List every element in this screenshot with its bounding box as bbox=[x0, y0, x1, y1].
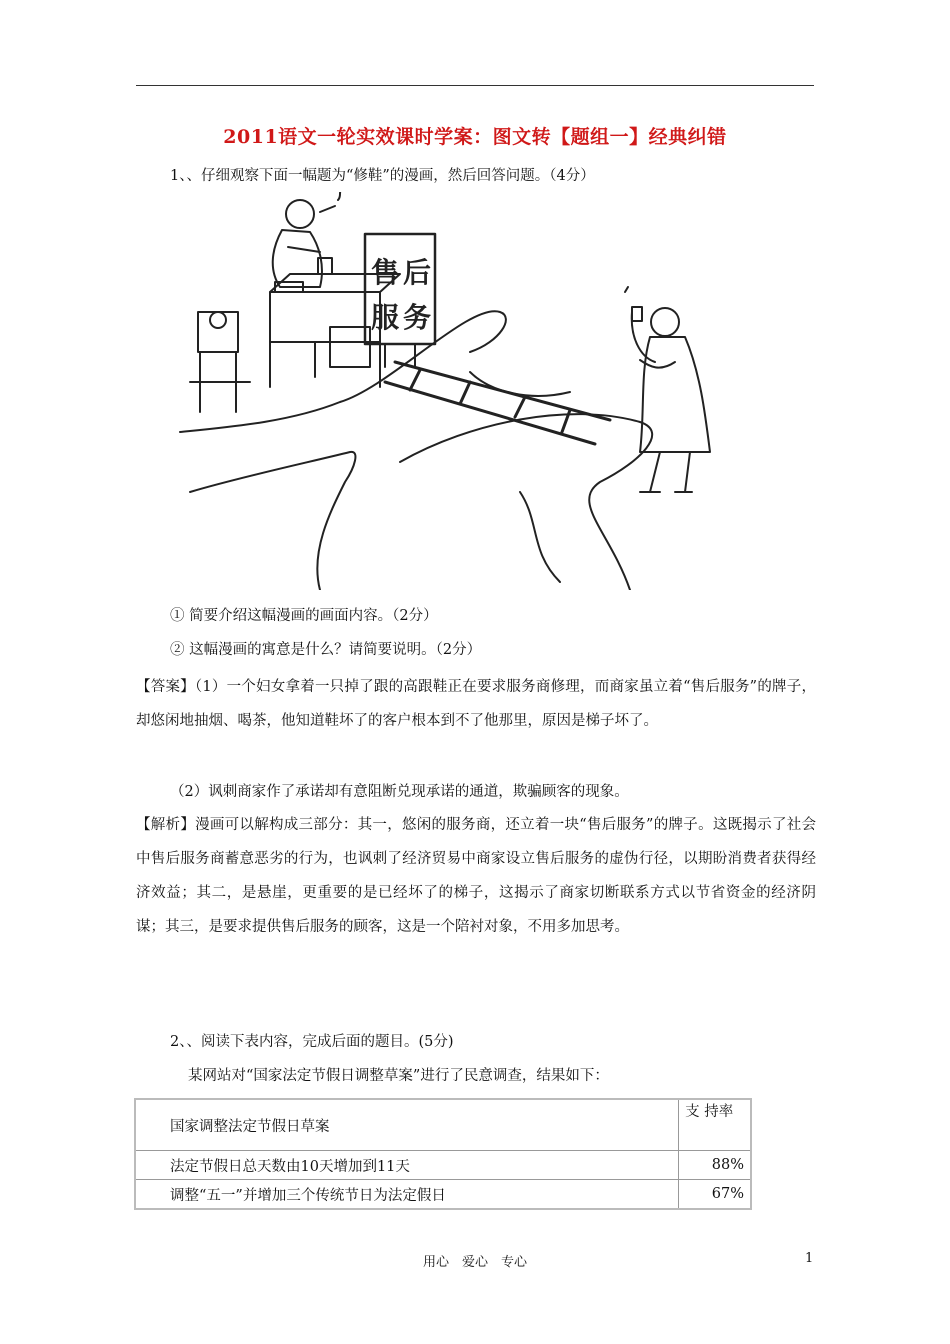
analysis-text: 漫画可以解构成三部分：其一，悠闲的服务商，还立着一块“售后服务”的牌子。这既揭示了社会中售后服务商蓄意恶劣的行为，也讽刺了经济贸易中商家设立售后服务的虚伪行径，以期盼消费者获得经济效益；其二，是悬崖，更重要的是已经坏了的梯子，这揭示了商家切断联系方式以节省资金的经济阴谋；其三，是要求提供售后服务的顾客，这是一个陪衬对象，不用多加思考。 bbox=[136, 817, 817, 935]
answer-label: 【答案】 bbox=[136, 679, 195, 695]
page-number: 1 bbox=[805, 1251, 814, 1266]
question-1-sub-1: ① 简要介绍这幅漫画的画面内容。（2分） bbox=[170, 608, 438, 624]
analysis bbox=[136, 808, 816, 944]
analysis-label: 【解析】 bbox=[136, 817, 196, 833]
table-header-row bbox=[135, 1099, 751, 1151]
question-2-intro: 某网站对“国家法定节假日调整草案”进行了民意调查，结果如下： bbox=[188, 1068, 609, 1084]
question-2-prompt: 2、、阅读下表内容，完成后面的题目。(5分) bbox=[170, 1034, 454, 1050]
table-header-cell: 支 持率 bbox=[679, 1099, 751, 1151]
answer-2: （2）讽刺商家作了承诺却有意阻断兑现承诺的通道，欺骗顾客的现象。 bbox=[170, 784, 629, 800]
page-footer: 用心 爱心 专心 bbox=[422, 1255, 527, 1270]
svg-text:务: 务 bbox=[402, 301, 432, 334]
survey-table bbox=[134, 1098, 752, 1210]
table-header-cell: 国家调整法定节假日草案 bbox=[135, 1099, 679, 1151]
table-row bbox=[135, 1151, 751, 1180]
question-1-prompt: 1、、仔细观察下面一幅题为“修鞋”的漫画，然后回答问题。（4分） bbox=[170, 168, 595, 184]
answer-1-text: （1）一个妇女拿着一只掉了跟的高跟鞋正在要求服务商修理，而商家虽立着“售后服务”的牌子，却悠闲地抽烟、喝茶，他知道鞋坏了的客户根本到不了他那里，原因是梯子坏了。 bbox=[136, 679, 816, 729]
page-title: 2011语文一轮实效课时学案：图文转【题组一】经典纠错 bbox=[223, 126, 727, 148]
table-row bbox=[135, 1180, 751, 1210]
table-cell: 调整“五一”并增加三个传统节日为法定假日 bbox=[135, 1180, 679, 1210]
table-cell: 88% bbox=[679, 1151, 751, 1180]
answer-1 bbox=[136, 670, 816, 738]
svg-text:售: 售 bbox=[370, 256, 400, 289]
header-rule bbox=[136, 85, 814, 86]
table-cell: 67% bbox=[679, 1180, 751, 1210]
question-1-sub-2: ② 这幅漫画的寓意是什么？请简要说明。（2分） bbox=[170, 642, 482, 658]
svg-text:服: 服 bbox=[370, 301, 400, 334]
svg-text:后: 后 bbox=[402, 256, 432, 289]
table-cell: 法定节假日总天数由10天增加到11天 bbox=[135, 1151, 679, 1180]
cartoon-image bbox=[170, 192, 750, 590]
